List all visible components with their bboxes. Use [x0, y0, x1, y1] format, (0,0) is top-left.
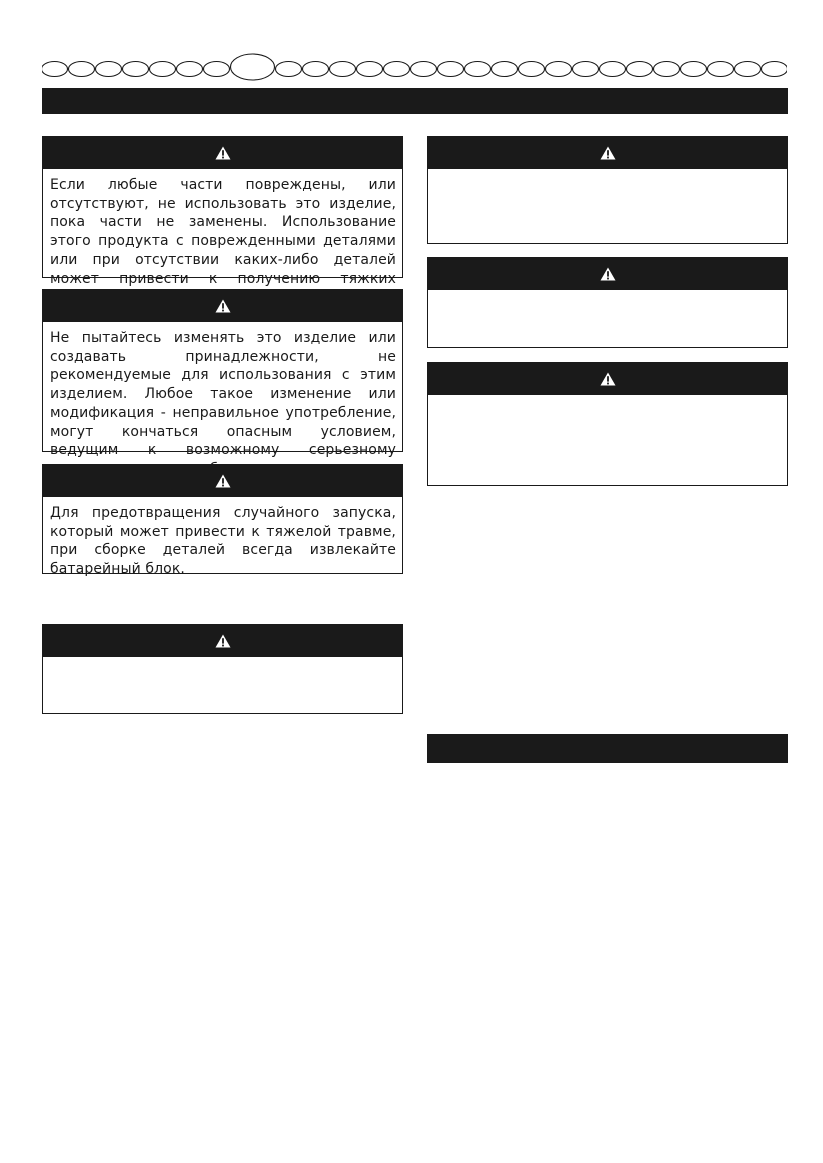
- warning-text: [428, 290, 787, 303]
- warning-header: [43, 290, 402, 322]
- language-tab: [762, 62, 788, 77]
- warning-triangle-icon: [600, 146, 616, 160]
- language-tab: [546, 62, 572, 77]
- warning-header: [428, 258, 787, 290]
- language-tab: [492, 62, 518, 77]
- warning-header: [428, 137, 787, 169]
- language-tab: [276, 62, 302, 77]
- language-tab: [627, 62, 653, 77]
- warning-triangle-icon: [600, 267, 616, 281]
- warning-triangle-icon: [215, 146, 231, 160]
- warning-text: Не пытайтесь изменять это изделие или создавать принадлежности, не рекомендуемые для использования с этим изделием. Любое такое изменение или модификация - неправильное употребление, могут кончаться опасным условием, ведущим к возможному серьезному: [50, 330, 396, 459]
- language-tab: [96, 62, 122, 77]
- language-tab: [150, 62, 176, 77]
- language-tab: [573, 62, 599, 77]
- language-tab: [177, 62, 203, 77]
- language-tab: [654, 62, 680, 77]
- warning-header: [43, 137, 402, 169]
- warning-text: [428, 395, 787, 408]
- warning-header: [43, 625, 402, 657]
- language-tab: [42, 62, 68, 77]
- warning-text: Для предотвращения случайного запуска, который может привести к тяжелой травме, при сборке деталей всегда извлекайте батарейный блок.: [50, 505, 396, 578]
- language-tab: [411, 62, 437, 77]
- language-tab: [519, 62, 545, 77]
- warning-header: [43, 465, 402, 497]
- language-tab: [438, 62, 464, 77]
- warning-triangle-icon: [215, 474, 231, 488]
- language-tab: [735, 62, 761, 77]
- language-tab: [204, 62, 230, 77]
- language-tab: [600, 62, 626, 77]
- language-tab: [465, 62, 491, 77]
- warning-box-missing-parts: [42, 136, 403, 287]
- section-heading-bar: [427, 734, 788, 763]
- language-tab: [357, 62, 383, 77]
- warning-box-battery: [42, 464, 403, 578]
- language-tab: [69, 62, 95, 77]
- language-tab: [330, 62, 356, 77]
- language-tab: [384, 62, 410, 77]
- warning-triangle-icon: [600, 372, 616, 386]
- language-tab: [681, 62, 707, 77]
- warning-header: [428, 363, 787, 395]
- warning-text: Если любые части повреждены, или отсутствуют, не использовать это изделие, пока части не заменены. Использование этого продукта с поврежденными деталями или при отсутствии каких-либо деталей может привести к получению тяжких: [50, 177, 396, 287]
- warning-box-empty: [42, 624, 403, 714]
- warning-text: [43, 657, 402, 670]
- warning-box-empty: [427, 257, 788, 348]
- warning-triangle-icon: [215, 634, 231, 648]
- language-tab: [123, 62, 149, 77]
- language-tabs: [42, 52, 787, 82]
- language-tab: [303, 62, 329, 77]
- warning-box-modification: [42, 289, 403, 459]
- language-tab-active: [231, 54, 275, 80]
- warning-triangle-icon: [215, 299, 231, 313]
- language-tab: [708, 62, 734, 77]
- warning-box-empty: [427, 136, 788, 244]
- warning-text: [428, 169, 787, 182]
- warning-box-empty: [427, 362, 788, 486]
- section-title-bar: [42, 88, 788, 114]
